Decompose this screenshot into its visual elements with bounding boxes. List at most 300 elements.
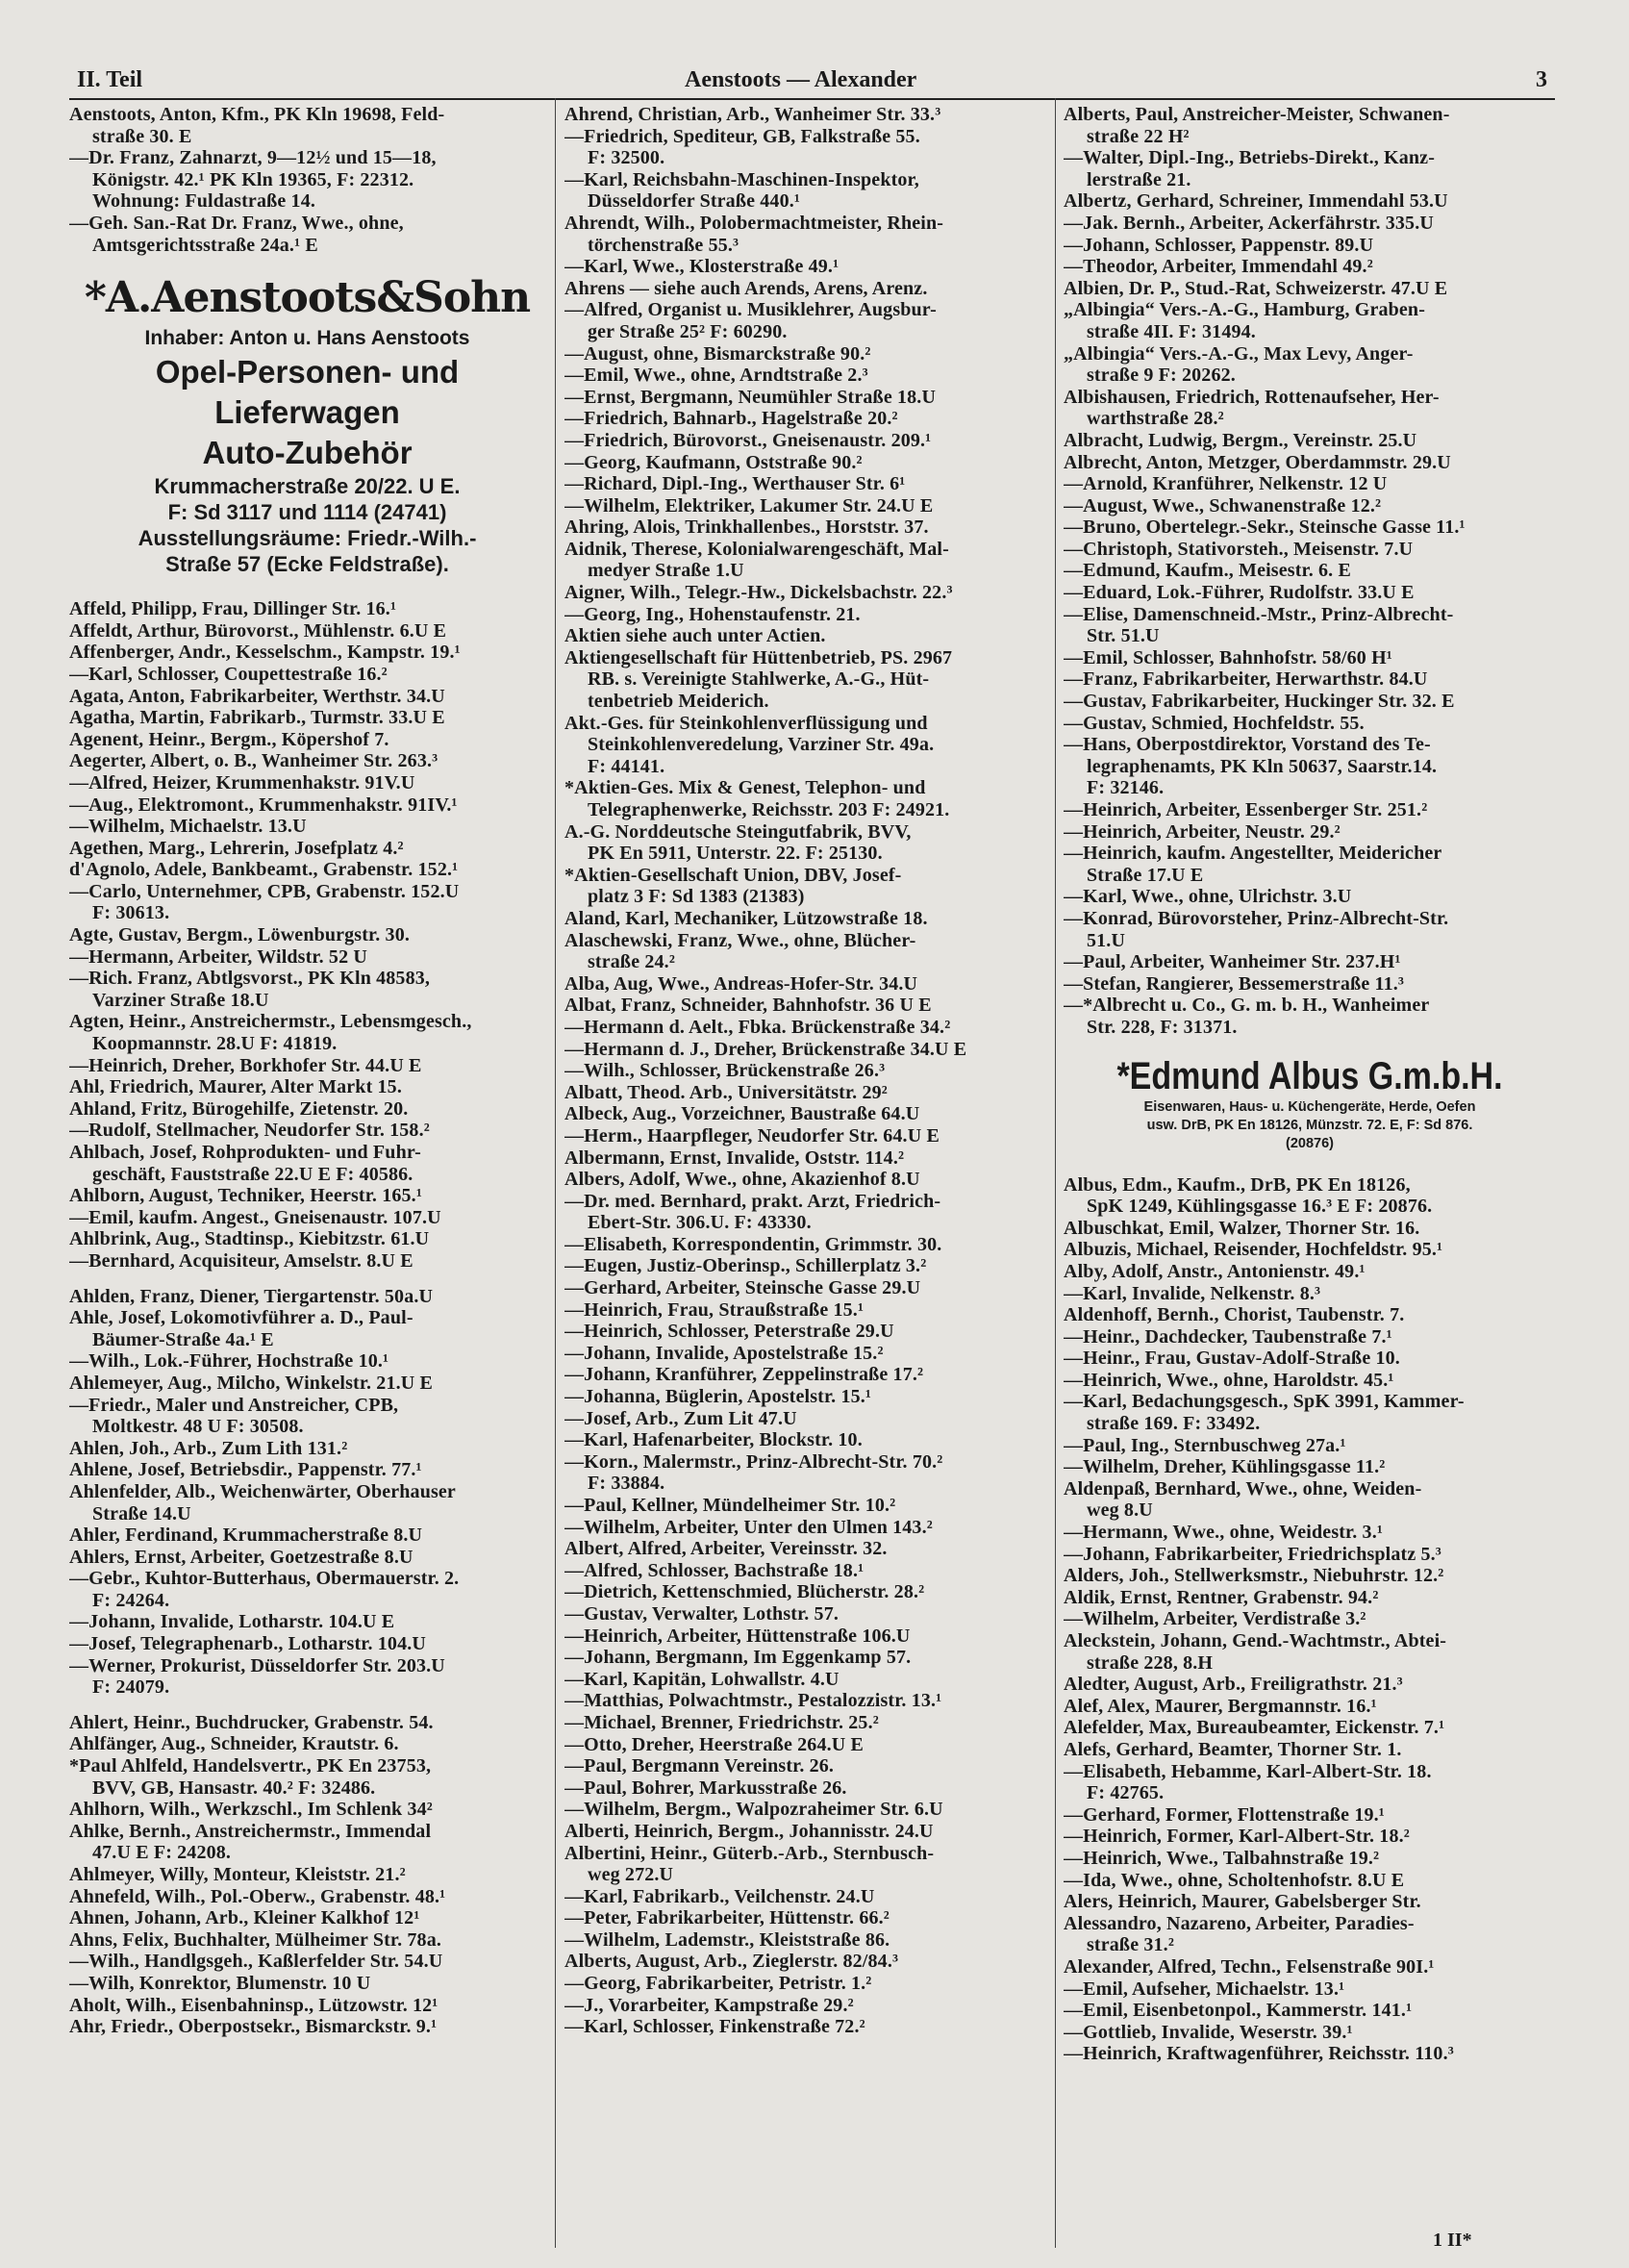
directory-entry <box>1064 713 1556 735</box>
entry-line: Albatt, Theod. Arb., Universitätstr. 29² <box>564 1081 888 1103</box>
entry-line: —Josef, Arb., Zum Lit 47.U <box>564 1407 797 1429</box>
entry-line: —Rich. Franz, Abtlgsvorst., PK Kln 48583, <box>69 968 431 990</box>
entry-line: —Wilhelm, Elektriker, Lakumer Str. 24.U E <box>564 494 934 517</box>
entry-line: —Wilhelm, Arbeiter, Unter den Ulmen 143.² <box>564 1516 933 1538</box>
entry-line: —Peter, Fabrikarbeiter, Hüttenstr. 66.² <box>564 1907 890 1929</box>
directory-entry <box>564 1495 1048 1517</box>
directory-entry <box>69 1821 545 1864</box>
entry-line: —Gustav, Schmied, Hochfeldstr. 55. <box>1064 712 1365 734</box>
directory-entry <box>69 1286 545 1308</box>
directory-entry <box>564 452 1048 474</box>
advertisement <box>69 271 545 577</box>
entry-line: Alexander, Alfred, Techn., Felsenstraße 90I.¹ <box>1064 1955 1435 1978</box>
entry-line: —Theodor, Arbeiter, Immendahl 49.² <box>1064 256 1373 278</box>
directory-entry <box>1064 995 1556 1038</box>
directory-entry <box>69 1886 545 1908</box>
advertisement <box>1064 1054 1556 1153</box>
entry-line: —Paul, Arbeiter, Wanheimer Str. 237.H¹ <box>1064 951 1401 973</box>
entry-line: Ahlborn, August, Techniker, Heerstr. 165.¹ <box>69 1185 422 1207</box>
entry-continuation: 47.U E F: 24208. <box>92 1842 232 1864</box>
directory-entry <box>1064 973 1556 995</box>
directory-entry <box>1064 495 1556 517</box>
entry-continuation: platz 3 F: Sd 1383 (21383) <box>588 886 805 908</box>
entry-line: —Wilhelm, Dreher, Kühlingsgasse 11.² <box>1064 1456 1386 1478</box>
directory-entry <box>69 642 545 664</box>
directory-entry <box>564 1799 1048 1821</box>
directory-entry <box>69 750 545 772</box>
directory-entry <box>564 777 1048 820</box>
entry-continuation: Straße 14.U <box>92 1502 191 1525</box>
directory-entry <box>564 473 1048 495</box>
entry-line: —Heinrich, Kraftwagenführer, Reichsstr. 110.³ <box>1064 2043 1454 2065</box>
directory-entry <box>564 213 1048 256</box>
entry-line: Alefelder, Max, Bureaubeamter, Eickenstr. 7.¹ <box>1064 1717 1445 1739</box>
entry-line: —Heinrich, Arbeiter, Hüttenstraße 106.U <box>564 1625 911 1647</box>
directory-entry <box>564 713 1048 778</box>
directory-entry <box>1064 1544 1556 1566</box>
column-2 <box>564 104 1048 2052</box>
directory-entry <box>564 365 1048 387</box>
directory-entry <box>1064 1391 1556 1434</box>
entry-line: Agata, Anton, Fabrikarbeiter, Werthstr. 34.U <box>69 685 445 707</box>
entry-line: —Heinr., Frau, Gustav-Adolf-Straße 10. <box>1064 1348 1400 1370</box>
entry-line: —Johann, Kranführer, Zeppelinstraße 17.² <box>564 1364 924 1386</box>
directory-entry <box>564 1017 1048 1039</box>
directory-entry <box>1064 1848 1556 1870</box>
directory-entry <box>564 1625 1048 1648</box>
entry-continuation: Steinkohlenveredelung, Varziner Str. 49a. <box>588 734 935 756</box>
directory-entry <box>564 1843 1048 1886</box>
entry-line: Ahrens — siehe auch Arends, Arens, Arenz. <box>564 277 928 299</box>
entry-line: —August, ohne, Bismarckstraße 90.² <box>564 342 871 365</box>
directory-entry <box>69 1547 545 1569</box>
entry-line: —Gustav, Verwalter, Lothstr. 57. <box>564 1602 840 1625</box>
entry-group <box>1064 104 1556 1039</box>
directory-entry <box>1064 843 1556 886</box>
entry-group <box>69 1286 545 1699</box>
entry-continuation: Koopmannstr. 28.U F: 41819. <box>92 1033 338 1055</box>
directory-entry <box>1064 1174 1556 1218</box>
directory-entry <box>564 1821 1048 1843</box>
directory-entry <box>69 1438 545 1460</box>
directory-entry <box>1064 647 1556 669</box>
entry-line: —Paul, Ing., Sternbuschweg 27a.¹ <box>1064 1434 1346 1456</box>
entry-continuation: Königstr. 42.¹ PK Kln 19365, F: 22312. <box>92 168 414 190</box>
directory-entry <box>1064 1587 1556 1609</box>
entry-line: —Wilh., Schlosser, Brückenstraße 26.³ <box>564 1060 886 1082</box>
directory-entry <box>1064 1804 1556 1827</box>
entry-continuation: geschäft, Fauststraße 22.U E F: 40586. <box>92 1163 414 1185</box>
directory-entry <box>564 1560 1048 1582</box>
entry-line: Alberti, Heinrich, Bergm., Johannisstr. 24.U <box>564 1820 934 1842</box>
entry-continuation: Straße 17.U E <box>1087 864 1204 886</box>
entry-line: —Edmund, Kaufm., Meisestr. 6. E <box>1064 560 1351 582</box>
entry-line: Agte, Gustav, Bergm., Löwenburgstr. 30. <box>69 924 410 946</box>
directory-entry <box>564 387 1048 409</box>
entry-line: Albuzis, Michael, Reisender, Hochfeldstr. 95.¹ <box>1064 1239 1443 1261</box>
entry-continuation: F: 33884. <box>588 1473 665 1495</box>
entry-group <box>1064 1174 1556 2065</box>
directory-entry <box>1064 582 1556 604</box>
directory-entry <box>69 1459 545 1481</box>
entry-line: Alefs, Gerhard, Beamter, Thorner Str. 1. <box>1064 1738 1402 1760</box>
entry-line: —Emil, Aufseher, Michaelstr. 13.¹ <box>1064 1978 1345 2000</box>
directory-entry <box>564 169 1048 213</box>
directory-entry <box>1064 299 1556 342</box>
entry-group <box>69 1712 545 2038</box>
entry-line: Alaschewski, Franz, Wwe., ohne, Blücher- <box>564 929 916 951</box>
entry-line: —Hermann, Arbeiter, Wildstr. 52 U <box>69 945 367 968</box>
entry-line: —Emil, Wwe., ohne, Arndtstraße 2.³ <box>564 365 868 387</box>
directory-entry <box>564 995 1048 1017</box>
entry-line: —Herm., Haarpfleger, Neudorfer Str. 64.U E <box>564 1124 940 1147</box>
entry-continuation: F: 32146. <box>1087 777 1165 799</box>
entry-line: —Wilh, Konrektor, Blumenstr. 10 U <box>69 1972 371 1994</box>
entry-line: Aldik, Ernst, Rentner, Grabenstr. 94.² <box>1064 1586 1379 1608</box>
entry-continuation: F: 44141. <box>588 755 665 777</box>
entry-line: —Karl, Bedachungsgesch., SpK 3991, Kammer- <box>1064 1391 1465 1413</box>
entry-line: Albert, Alfred, Arbeiter, Vereinsstr. 32. <box>564 1538 888 1560</box>
directory-entry <box>1064 560 1556 582</box>
entry-line: —Johann, Schlosser, Pappenstr. 89.U <box>1064 234 1374 256</box>
entry-line: —Karl, Schlosser, Finkenstraße 72.² <box>564 2016 865 2038</box>
directory-entry <box>69 1655 545 1699</box>
directory-entry <box>564 821 1048 865</box>
directory-entry <box>564 930 1048 973</box>
entry-line: —Michael, Brenner, Friedrichstr. 25.² <box>564 1711 879 1733</box>
entry-line: —Johann, Fabrikarbeiter, Friedrichsplatz 5.³ <box>1064 1543 1441 1565</box>
directory-entry <box>1064 452 1556 474</box>
ad-line: Auto-Zubehör <box>202 435 413 471</box>
entry-continuation: weg 8.U <box>1087 1499 1153 1522</box>
directory-entry <box>69 104 545 147</box>
directory-entry <box>69 1395 545 1438</box>
directory-entry <box>1064 1283 1556 1305</box>
entry-continuation: Bäumer-Straße 4a.¹ E <box>92 1328 274 1350</box>
entry-line: Albishausen, Friedrich, Rottenaufseher, Her- <box>1064 386 1440 408</box>
entry-line: —Karl, Wwe., ohne, Ulrichstr. 3.U <box>1064 886 1352 908</box>
column-3 <box>1064 104 1556 2079</box>
directory-entry <box>69 1929 545 1952</box>
entry-line: —*Albrecht u. Co., G. m. b. H., Wanheimer <box>1064 995 1430 1017</box>
entry-line: —Heinrich, Frau, Straußstraße 15.¹ <box>564 1298 865 1321</box>
directory-entry <box>564 104 1048 126</box>
entry-line: —Heinrich, Wwe., ohne, Haroldstr. 45.¹ <box>1064 1369 1394 1391</box>
entry-line: —Stefan, Rangierer, Bessemerstraße 11.³ <box>1064 972 1405 995</box>
entry-continuation: BVV, GB, Hansastr. 40.² F: 32486. <box>92 1777 376 1799</box>
entry-continuation: medyer Straße 1.U <box>588 560 744 582</box>
entry-line: —Heinr., Dachdecker, Taubenstraße 7.¹ <box>1064 1325 1392 1348</box>
entry-line: —Gebr., Kuhtor-Butterhaus, Obermauerstr. 2. <box>69 1568 460 1590</box>
directory-entry <box>69 881 545 924</box>
entry-line: —Heinrich, Dreher, Borkhofer Str. 44.U E <box>69 1054 422 1076</box>
directory-entry <box>69 924 545 946</box>
entry-line: Albuschkat, Emil, Walzer, Thorner Str. 16. <box>1064 1217 1420 1239</box>
entry-line: —Alfred, Heizer, Krummenhakstr. 91V.U <box>69 771 415 794</box>
entry-line: *Paul Ahlfeld, Handelsvertr., PK En 23753, <box>69 1755 432 1777</box>
directory-entry <box>1064 1304 1556 1326</box>
directory-entry <box>564 1082 1048 1104</box>
directory-entry <box>1064 147 1556 190</box>
entry-line: Aldenhoff, Bernh., Chorist, Taubenstr. 7. <box>1064 1304 1405 1326</box>
entry-continuation: ger Straße 25² F: 60290. <box>588 320 788 342</box>
directory-entry <box>564 1386 1048 1408</box>
directory-entry <box>69 707 545 729</box>
entry-line: —Johann, Invalide, Apostelstraße 15.² <box>564 1342 884 1364</box>
entry-line: Alby, Adolf, Anstr., Antonienstr. 49.¹ <box>1064 1260 1366 1282</box>
directory-entry <box>564 517 1048 539</box>
entry-continuation: straße 22 H² <box>1087 125 1190 147</box>
directory-entry <box>1064 1717 1556 1739</box>
entry-line: —Hermann d. Aelt., Fbka. Brückenstraße 34.² <box>564 1016 951 1038</box>
directory-entry <box>564 1147 1048 1170</box>
directory-entry <box>1064 1674 1556 1696</box>
entry-continuation: 51.U <box>1087 929 1126 951</box>
entry-line: —Heinrich, Wwe., Talbahnstraße 19.² <box>1064 1847 1380 1869</box>
directory-entry <box>564 1886 1048 1908</box>
entry-line: Ahle, Josef, Lokomotivführer a. D., Paul- <box>69 1307 414 1329</box>
directory-entry <box>564 1538 1048 1560</box>
directory-entry <box>69 1755 545 1799</box>
entry-line: —Georg, Fabrikarbeiter, Petristr. 1.² <box>564 1973 872 1995</box>
directory-entry <box>1064 1565 1556 1587</box>
directory-entry <box>69 1011 545 1054</box>
entry-line: —Jak. Bernh., Arbeiter, Ackerfährstr. 335.U <box>1064 212 1434 234</box>
directory-entry <box>69 1228 545 1250</box>
entry-line: —Karl, Wwe., Klosterstraße 49.¹ <box>564 256 840 278</box>
ad-line: Lieferwagen <box>214 394 400 431</box>
directory-entry <box>1064 1696 1556 1718</box>
directory-entry <box>564 1060 1048 1082</box>
entry-continuation: RB. s. Vereinigte Stahlwerke, A.-G., Hüt- <box>588 668 930 691</box>
ad-line: F: Sd 3117 und 1114 (24741) <box>167 500 447 525</box>
directory-entry <box>1064 1870 1556 1892</box>
column-1 <box>69 104 545 2052</box>
entry-line: —Alfred, Organist u. Musiklehrer, Augsbur- <box>564 299 937 321</box>
entry-line: Ahlen, Joh., Arb., Zum Lith 131.² <box>69 1437 348 1459</box>
entry-line: —Elisabeth, Korrespondentin, Grimmstr. 30. <box>564 1233 942 1255</box>
entry-continuation: Varziner Straße 18.U <box>92 989 269 1011</box>
directory-entry <box>69 1633 545 1655</box>
directory-entry <box>564 278 1048 300</box>
entry-line: Albracht, Ludwig, Bergm., Vereinstr. 25.U <box>1064 429 1417 451</box>
directory-entry <box>1064 2022 1556 2044</box>
directory-entry <box>564 1734 1048 1756</box>
entry-line: —Gustav, Fabrikarbeiter, Huckinger Str. 32. E <box>1064 691 1455 713</box>
entry-line: Albrecht, Anton, Metzger, Oberdammstr. 29.U <box>1064 451 1451 473</box>
directory-entry <box>564 1669 1048 1691</box>
entry-line: Ahlfänger, Aug., Schneider, Krautstr. 6. <box>69 1733 399 1755</box>
entry-line: Aidnik, Therese, Kolonialwarengeschäft, Mal- <box>564 538 949 560</box>
directory-entry <box>564 539 1048 582</box>
entry-continuation: Str. 228, F: 31371. <box>1087 1016 1238 1038</box>
entry-continuation: straße 31.² <box>1087 1934 1174 1956</box>
directory-entry <box>69 213 545 256</box>
entry-line: —Gottlieb, Invalide, Weserstr. 39.¹ <box>1064 2021 1353 2043</box>
entry-line: Ahlert, Heinr., Buchdrucker, Grabenstr. 54. <box>69 1711 434 1733</box>
directory-entry <box>564 908 1048 930</box>
entry-line: —Georg, Kaufmann, Oststraße 90.² <box>564 451 863 473</box>
entry-line: Ahlden, Franz, Diener, Tiergartenstr. 50a.U <box>69 1285 434 1307</box>
entry-line: —Carlo, Unternehmer, CPB, Grabenstr. 152.U <box>69 880 460 902</box>
directory-entry <box>1064 1826 1556 1848</box>
directory-entry <box>564 1451 1048 1495</box>
entry-line: —Dietrich, Kettenschmied, Blücherstr. 28.² <box>564 1581 925 1603</box>
entry-continuation: legraphenamts, PK Kln 50637, Saarstr.14. <box>1087 755 1438 777</box>
entry-line: *Aktien-Gesellschaft Union, DBV, Josef- <box>564 864 902 886</box>
directory-entry <box>1064 1326 1556 1348</box>
directory-entry <box>69 1568 545 1611</box>
directory-entry <box>564 1169 1048 1191</box>
entry-line: Ahlene, Josef, Betriebsdir., Pappenstr. 77.¹ <box>69 1459 422 1481</box>
entry-continuation: Ebert-Str. 306.U. F: 43330. <box>588 1212 812 1234</box>
entry-line: Aholt, Wilh., Eisenbahninsp., Lützowstr. 12¹ <box>69 1994 439 2016</box>
entry-line: Albien, Dr. P., Stud.-Rat, Schweizerstr. 47.U E <box>1064 277 1448 299</box>
directory-entry <box>564 1581 1048 1603</box>
entry-continuation: straße 30. E <box>92 125 192 147</box>
directory-entry <box>564 625 1048 647</box>
entry-continuation: straße 9 F: 20262. <box>1087 365 1236 387</box>
entry-continuation: Telegraphenwerke, Reichsstr. 203 F: 24921. <box>588 799 950 820</box>
directory-entry <box>1064 1913 1556 1956</box>
directory-entry <box>69 1350 545 1373</box>
entry-line: —J., Vorarbeiter, Kampstraße 29.² <box>564 1994 854 2016</box>
entry-continuation: törchenstraße 55.³ <box>588 234 739 256</box>
entry-line: —Alfred, Schlosser, Bachstraße 18.¹ <box>564 1559 865 1581</box>
entry-line: —Emil, Schlosser, Bahnhofstr. 58/60 H¹ <box>1064 646 1392 668</box>
directory-entry <box>69 1712 545 1734</box>
entry-line: Aktiengesellschaft für Hüttenbetrieb, PS. 2967 <box>564 646 953 668</box>
entry-line: —Konrad, Bürovorsteher, Prinz-Albrecht-Str. <box>1064 907 1449 929</box>
directory-entry <box>69 1185 545 1207</box>
entry-line: —Georg, Ing., Hohenstaufenstr. 21. <box>564 603 861 625</box>
entry-group <box>69 598 545 1272</box>
entry-line: —Bernhard, Acquisiteur, Amselstr. 8.U E <box>69 1249 414 1272</box>
directory-entry <box>1064 1261 1556 1283</box>
entry-line: Ahring, Alois, Trinkhallenbes., Horststr. 37. <box>564 517 929 539</box>
entry-line: Alders, Joh., Stellwerksmstr., Niebuhrstr. 12.² <box>1064 1565 1444 1587</box>
entry-continuation: straße 4II. F: 31494. <box>1087 320 1256 342</box>
directory-entry <box>564 973 1048 995</box>
directory-entry <box>564 408 1048 430</box>
entry-group <box>69 104 545 256</box>
directory-entry <box>564 1125 1048 1147</box>
entry-line: —Aug., Elektromont., Krummenhakstr. 91IV.¹ <box>69 794 458 816</box>
directory-entry <box>69 1973 545 1995</box>
entry-line: d'Agnolo, Adele, Bankbeamt., Grabenstr. 152.¹ <box>69 859 459 881</box>
directory-entry <box>1064 235 1556 257</box>
directory-entry <box>564 1343 1048 1365</box>
entry-line: Ahrendt, Wilh., Polobermachtmeister, Rhein- <box>564 212 944 234</box>
entry-line: —Karl, Reichsbahn-Maschinen-Inspektor, <box>564 168 919 190</box>
directory-entry <box>69 729 545 751</box>
page-number: 3 <box>1536 67 1547 92</box>
entry-line: —Paul, Kellner, Mündelheimer Str. 10.² <box>564 1495 896 1516</box>
directory-entry <box>564 256 1048 278</box>
entry-line: Alef, Alex, Maurer, Bergmannstr. 16.¹ <box>1064 1695 1377 1717</box>
entry-line: Ahnefeld, Wilh., Pol.-Oberw., Grabenstr. 48.¹ <box>69 1885 446 1907</box>
entry-line: Alberts, August, Arb., Zieglerstr. 82/84.³ <box>564 1951 899 1973</box>
entry-line: —Emil, kaufm. Angest., Gneisenaustr. 107.U <box>69 1206 441 1228</box>
directory-entry <box>564 1517 1048 1539</box>
directory-entry <box>564 1234 1048 1256</box>
entry-line: —Rudolf, Stellmacher, Neudorfer Str. 158.² <box>69 1120 430 1142</box>
entry-line: Aktien siehe auch unter Actien. <box>564 625 826 647</box>
running-title: Aenstoots — Alexander <box>685 67 917 92</box>
directory-entry <box>69 1076 545 1098</box>
entry-line: Aldenpaß, Bernhard, Wwe., ohne, Weiden- <box>1064 1477 1422 1499</box>
entry-continuation: Düsseldorfer Straße 440.¹ <box>588 190 801 213</box>
directory-entry <box>1064 473 1556 495</box>
directory-entry <box>69 946 545 969</box>
entry-line: Ahlke, Bernh., Anstreichermstr., Immendal <box>69 1820 432 1842</box>
ad-line: Krummacherstraße 20/22. U E. <box>154 474 461 499</box>
directory-entry <box>1064 2000 1556 2022</box>
entry-line: Ahlbrink, Aug., Stadtinsp., Kiebitzstr. 61.U <box>69 1228 430 1250</box>
entry-line: Albat, Franz, Schneider, Bahnhofstr. 36 U E <box>564 995 932 1017</box>
entry-line: —Gerhard, Former, Flottenstraße 19.¹ <box>1064 1803 1385 1826</box>
entry-line: —Friedrich, Bahnarb., Hagelstraße 20.² <box>564 408 898 430</box>
entry-line: —Karl, Fabrikarb., Veilchenstr. 24.U <box>564 1885 875 1907</box>
directory-entry <box>69 1142 545 1185</box>
directory-entry <box>69 968 545 1011</box>
directory-entry <box>69 1250 545 1273</box>
directory-entry <box>564 1191 1048 1234</box>
entry-line: Ahl, Friedrich, Maurer, Alter Markt 15. <box>69 1076 402 1098</box>
ad-line: Eisenwaren, Haus- u. Küchengeräte, Herde, Oefen <box>1143 1098 1476 1115</box>
entry-line: Aland, Karl, Mechaniker, Lützowstraße 18. <box>564 907 928 929</box>
directory-entry <box>69 2016 545 2038</box>
directory-entry <box>1064 190 1556 213</box>
directory-entry <box>1064 1239 1556 1261</box>
entry-continuation: Str. 51.U <box>1087 625 1160 647</box>
directory-entry <box>1064 387 1556 430</box>
directory-entry <box>69 1098 545 1121</box>
column-rule <box>1055 98 1056 2248</box>
directory-entry <box>564 1603 1048 1625</box>
entry-line: Aenstoots, Anton, Kfm., PK Kln 19698, Feld- <box>69 104 445 125</box>
entry-continuation: F: 30613. <box>92 902 170 924</box>
directory-entry <box>564 865 1048 908</box>
entry-line: Akt.-Ges. für Steinkohlenverflüssigung und <box>564 712 928 734</box>
directory-entry <box>69 686 545 708</box>
entry-line: —Wilhelm, Arbeiter, Verdistraße 3.² <box>1064 1608 1366 1630</box>
entry-line: —Heinrich, Former, Karl-Albert-Str. 18.² <box>1064 1826 1410 1848</box>
entry-line: —Richard, Dipl.-Ing., Werthauser Str. 6¹ <box>564 473 906 495</box>
entry-line: „Albingia“ Vers.-A.-G., Max Levy, Anger- <box>1064 342 1414 365</box>
entry-continuation: F: 24264. <box>92 1589 170 1611</box>
directory-entry <box>564 1712 1048 1734</box>
directory-entry <box>69 1611 545 1633</box>
directory-entry <box>1064 821 1556 844</box>
entry-line: Alessandro, Nazareno, Arbeiter, Paradies- <box>1064 1912 1415 1934</box>
entry-line: *Aktien-Ges. Mix & Genest, Telephon- und <box>564 777 926 799</box>
entry-line: —Christoph, Stativorsteh., Meisenstr. 7.U <box>1064 538 1414 560</box>
directory-entry <box>564 2016 1048 2038</box>
column-rule <box>555 98 556 2248</box>
directory-entry <box>1064 278 1556 300</box>
directory-entry <box>69 1907 545 1929</box>
directory-entry <box>1064 1978 1556 2001</box>
entry-line: —Werner, Prokurist, Düsseldorfer Str. 203.U <box>69 1654 445 1676</box>
entry-line: Agenent, Heinr., Bergm., Köpershof 7. <box>69 728 389 750</box>
entry-continuation: straße 228, 8.H <box>1087 1651 1214 1674</box>
directory-entry <box>564 1973 1048 1995</box>
directory-entry <box>1064 343 1556 387</box>
directory-entry <box>1064 517 1556 539</box>
directory-entry <box>564 582 1048 604</box>
entry-line: —Ernst, Bergmann, Neumühler Straße 18.U <box>564 386 937 408</box>
